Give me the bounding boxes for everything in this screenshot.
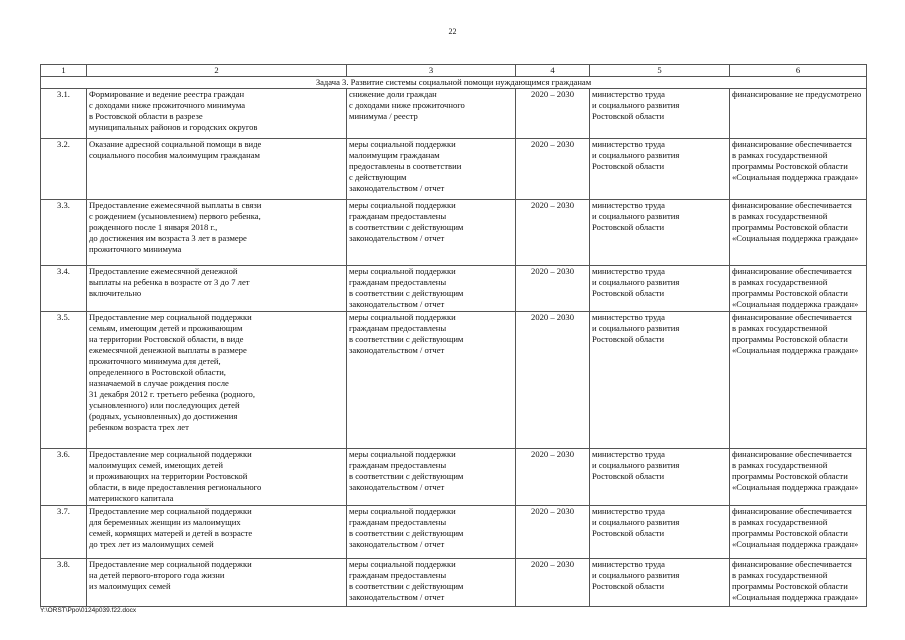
executor-cell-line: и социального развития — [592, 517, 680, 527]
executor-cell-line: и социального развития — [592, 277, 680, 287]
result-cell-line: гражданам предоставлены — [349, 211, 447, 221]
row-number: 3.2. — [41, 139, 87, 200]
measure-cell-line: с доходами ниже прожиточного минимума — [89, 100, 246, 110]
measure-cell-line: социального пособия малоимущим гражданам — [89, 150, 260, 160]
row-number: 3.8. — [41, 559, 87, 607]
period-cell: 2020 – 2030 — [516, 266, 590, 312]
period-cell: 2020 – 2030 — [516, 200, 590, 266]
measure-cell-line: прожиточного минимума для детей, — [89, 356, 221, 366]
measure-cell-line: с рождением (усыновлением) первого ребенка, — [89, 211, 261, 221]
measure-cell-line: определенного в Ростовской области, — [89, 367, 226, 377]
measure-cell-line: и проживающих на территории Ростовской — [89, 471, 248, 481]
result-cell-line: меры социальной поддержки — [349, 559, 456, 569]
result-cell-line: в соответствии с действующим — [349, 334, 464, 344]
period-cell: 2020 – 2030 — [516, 139, 590, 200]
result-cell-line: законодательством / отчет — [349, 183, 445, 193]
measure-cell-line: семей, кормящих матерей и детей в возрасте — [89, 528, 253, 538]
result-cell-line: снижение доли граждан — [349, 89, 437, 99]
table-row — [41, 89, 867, 139]
executor-cell-line: министерство труда — [592, 559, 665, 569]
funding-cell-line: финансирование обеспечивается — [732, 506, 852, 516]
funding-cell-line: «Социальная поддержка граждан» — [732, 299, 859, 309]
row-number: 3.6. — [41, 449, 87, 506]
result-cell — [347, 506, 516, 559]
measure-cell — [87, 266, 347, 312]
result-cell-line: законодательством / отчет — [349, 233, 445, 243]
executor-cell — [590, 559, 730, 607]
measure-cell-line: Оказание адресной социальной помощи в виде — [89, 139, 262, 149]
measure-cell-line: Предоставление ежемесячной денежной — [89, 266, 238, 276]
header-col-3: 3 — [347, 65, 516, 77]
executor-cell-line: Ростовской области — [592, 581, 665, 591]
measure-cell-line: рожденного после 1 января 2018 г., — [89, 222, 218, 232]
period-cell: 2020 – 2030 — [516, 312, 590, 449]
funding-cell-line: программы Ростовской области — [732, 528, 848, 538]
result-cell-line: в соответствии с действующим — [349, 581, 464, 591]
measure-cell — [87, 200, 347, 266]
executor-cell-line: министерство труда — [592, 449, 665, 459]
executor-cell-line: министерство труда — [592, 312, 665, 322]
measure-cell-line: включительно — [89, 288, 142, 298]
funding-cell-line: программы Ростовской области — [732, 471, 848, 481]
table-row — [41, 506, 867, 559]
executor-cell-line: Ростовской области — [592, 288, 665, 298]
funding-cell-line: программы Ростовской области — [732, 334, 848, 344]
result-cell-line: с действующим — [349, 172, 407, 182]
measure-cell — [87, 506, 347, 559]
executor-cell-line: министерство труда — [592, 200, 665, 210]
funding-cell — [730, 449, 867, 506]
result-cell — [347, 139, 516, 200]
row-number: 3.1. — [41, 89, 87, 139]
header-col-1: 1 — [41, 65, 87, 77]
funding-cell-line: в рамках государственной — [732, 517, 828, 527]
executor-cell-line: и социального развития — [592, 211, 680, 221]
executor-cell-line: министерство труда — [592, 506, 665, 516]
result-cell-line: малоимущим гражданам — [349, 150, 440, 160]
executor-cell-line: министерство труда — [592, 89, 665, 99]
period-cell: 2020 – 2030 — [516, 89, 590, 139]
funding-cell-line: «Социальная поддержка граждан» — [732, 482, 859, 492]
measures-table — [40, 64, 867, 607]
result-cell-line: гражданам предоставлены — [349, 323, 447, 333]
measure-cell — [87, 559, 347, 607]
executor-cell — [590, 449, 730, 506]
period-cell: 2020 – 2030 — [516, 449, 590, 506]
measure-cell-line: из малоимущих семей — [89, 581, 171, 591]
page-number: 22 — [448, 27, 457, 36]
executor-cell-line: Ростовской области — [592, 161, 665, 171]
result-cell-line: гражданам предоставлены — [349, 277, 447, 287]
result-cell-line: гражданам предоставлены — [349, 570, 447, 580]
executor-cell-line: и социального развития — [592, 100, 680, 110]
measure-cell-line: Формирование и ведение реестра граждан — [89, 89, 245, 99]
executor-cell-line: Ростовской области — [592, 334, 665, 344]
measure-cell-line: малоимущих семей, имеющих детей — [89, 460, 224, 470]
funding-cell-line: программы Ростовской области — [732, 222, 848, 232]
executor-cell-line: Ростовской области — [592, 528, 665, 538]
funding-cell-line: финансирование обеспечивается — [732, 266, 852, 276]
measure-cell-line: муниципальных районов и городских округов — [89, 122, 258, 132]
measure-cell-line: Предоставление мер социальной поддержки — [89, 506, 252, 516]
funding-cell-line: программы Ростовской области — [732, 581, 848, 591]
measure-cell — [87, 89, 347, 139]
funding-cell-line: «Социальная поддержка граждан» — [732, 172, 859, 182]
result-cell — [347, 266, 516, 312]
executor-cell-line: Ростовской области — [592, 471, 665, 481]
funding-cell-line: в рамках государственной — [732, 460, 828, 470]
executor-cell — [590, 312, 730, 449]
table-row — [41, 139, 867, 200]
header-col-5: 5 — [590, 65, 730, 77]
executor-cell-line: министерство труда — [592, 266, 665, 276]
result-cell — [347, 449, 516, 506]
row-number: 3.5. — [41, 312, 87, 449]
funding-cell-line: «Социальная поддержка граждан» — [732, 592, 859, 602]
funding-cell-line: финансирование обеспечивается — [732, 200, 852, 210]
result-cell-line: меры социальной поддержки — [349, 449, 456, 459]
funding-cell-line: в рамках государственной — [732, 150, 828, 160]
row-number: 3.7. — [41, 506, 87, 559]
measure-cell-line: ежемесячной денежной выплаты в размере — [89, 345, 247, 355]
result-cell-line: меры социальной поддержки — [349, 266, 456, 276]
result-cell-line: гражданам предоставлены — [349, 460, 447, 470]
measure-cell-line: до трех лет из малоимущих семей — [89, 539, 214, 549]
measure-cell-line: Предоставление мер социальной поддержки — [89, 559, 252, 569]
funding-cell-line: финансирование обеспечивается — [732, 449, 852, 459]
measure-cell-line: 31 декабря 2012 г. третьего ребенка (родного, — [89, 389, 255, 399]
result-cell-line: законодательством / отчет — [349, 539, 445, 549]
executor-cell — [590, 89, 730, 139]
funding-cell — [730, 139, 867, 200]
funding-cell — [730, 200, 867, 266]
funding-cell-line: в рамках государственной — [732, 570, 828, 580]
result-cell-line: в соответствии с действующим — [349, 288, 464, 298]
table-row — [41, 266, 867, 312]
measure-cell — [87, 449, 347, 506]
header-col-4: 4 — [516, 65, 590, 77]
result-cell-line: в соответствии с действующим — [349, 528, 464, 538]
measure-cell-line: в Ростовской области в разрезе — [89, 111, 203, 121]
executor-cell-line: и социального развития — [592, 570, 680, 580]
executor-cell — [590, 266, 730, 312]
measure-cell-line: усыновленного) или последующих детей — [89, 400, 240, 410]
executor-cell — [590, 200, 730, 266]
result-cell — [347, 312, 516, 449]
executor-cell-line: и социального развития — [592, 323, 680, 333]
table-row — [41, 559, 867, 607]
period-cell: 2020 – 2030 — [516, 559, 590, 607]
measure-cell-line: до достижения им возраста 3 лет в размере — [89, 233, 247, 243]
measure-cell — [87, 139, 347, 200]
funding-cell-line: финансирование обеспечивается — [732, 559, 852, 569]
funding-cell-line: в рамках государственной — [732, 323, 828, 333]
table-row — [41, 312, 867, 449]
result-cell-line: в соответствии с действующим — [349, 222, 464, 232]
measure-cell-line: прожиточного минимума — [89, 244, 182, 254]
funding-cell-line: программы Ростовской области — [732, 288, 848, 298]
executor-cell-line: Ростовской области — [592, 111, 665, 121]
measure-cell-line: назначаемой в случае рождения после — [89, 378, 229, 388]
header-col-6: 6 — [730, 65, 867, 77]
funding-cell-line: финансирование обеспечивается — [732, 139, 852, 149]
header-row — [41, 65, 867, 77]
result-cell-line: меры социальной поддержки — [349, 506, 456, 516]
row-number: 3.3. — [41, 200, 87, 266]
funding-cell-line: финансирование не предусмотрено — [732, 89, 862, 99]
result-cell-line: гражданам предоставлены — [349, 517, 447, 527]
measure-cell-line: семьям, имеющим детей и проживающим — [89, 323, 243, 333]
executor-cell-line: и социального развития — [592, 460, 680, 470]
funding-cell-line: «Социальная поддержка граждан» — [732, 233, 859, 243]
table-row — [41, 200, 867, 266]
funding-cell-line: финансирование обеспечивается — [732, 312, 852, 322]
result-cell-line: меры социальной поддержки — [349, 200, 456, 210]
funding-cell — [730, 312, 867, 449]
task-row — [41, 77, 867, 89]
measure-cell — [87, 312, 347, 449]
result-cell-line: меры социальной поддержки — [349, 139, 456, 149]
measure-cell-line: Предоставление ежемесячной выплаты в связи — [89, 200, 262, 210]
task-title: Задача 3. Развитие системы социальной помощи нуждающимся гражданам — [41, 77, 867, 89]
measure-cell-line: Предоставление мер социальной поддержки — [89, 312, 252, 322]
result-cell-line: законодательством / отчет — [349, 482, 445, 492]
funding-cell — [730, 89, 867, 139]
result-cell — [347, 89, 516, 139]
funding-cell — [730, 559, 867, 607]
funding-cell-line: в рамках государственной — [732, 277, 828, 287]
result-cell-line: минимума / реестр — [349, 111, 418, 121]
result-cell-line: законодательством / отчет — [349, 299, 445, 309]
result-cell — [347, 200, 516, 266]
footer-file-path: Y:\ORST\Ppo\0124p039.f22.docx — [40, 607, 137, 614]
measure-cell-line: на территории Ростовской области, в виде — [89, 334, 244, 344]
executor-cell-line: Ростовской области — [592, 222, 665, 232]
executor-cell-line: и социального развития — [592, 150, 680, 160]
executor-cell-line: министерство труда — [592, 139, 665, 149]
measure-cell-line: выплаты на ребенка в возрасте от 3 до 7 лет — [89, 277, 250, 287]
measure-cell-line: Предоставление мер социальной поддержки — [89, 449, 252, 459]
measure-cell-line: материнского капитала — [89, 493, 174, 503]
result-cell-line: законодательством / отчет — [349, 592, 445, 602]
measure-cell-line: ребенком возраста трех лет — [89, 422, 189, 432]
result-cell-line: предоставлены в соответствии — [349, 161, 462, 171]
measure-cell-line: для беременных женщин из малоимущих — [89, 517, 241, 527]
funding-cell-line: программы Ростовской области — [732, 161, 848, 171]
executor-cell — [590, 506, 730, 559]
row-number: 3.4. — [41, 266, 87, 312]
result-cell-line: меры социальной поддержки — [349, 312, 456, 322]
measure-cell-line: (родных, усыновленных) до достижения — [89, 411, 238, 421]
funding-cell-line: в рамках государственной — [732, 211, 828, 221]
period-cell: 2020 – 2030 — [516, 506, 590, 559]
result-cell-line: в соответствии с действующим — [349, 471, 464, 481]
result-cell-line: законодательством / отчет — [349, 345, 445, 355]
result-cell-line: с доходами ниже прожиточного — [349, 100, 465, 110]
header-col-2: 2 — [87, 65, 347, 77]
funding-cell — [730, 506, 867, 559]
table-row — [41, 449, 867, 506]
result-cell — [347, 559, 516, 607]
measure-cell-line: на детей первого-второго года жизни — [89, 570, 225, 580]
funding-cell-line: «Социальная поддержка граждан» — [732, 345, 859, 355]
funding-cell-line: «Социальная поддержка граждан» — [732, 539, 859, 549]
measure-cell-line: области, в виде предоставления регионального — [89, 482, 262, 492]
executor-cell — [590, 139, 730, 200]
funding-cell — [730, 266, 867, 312]
